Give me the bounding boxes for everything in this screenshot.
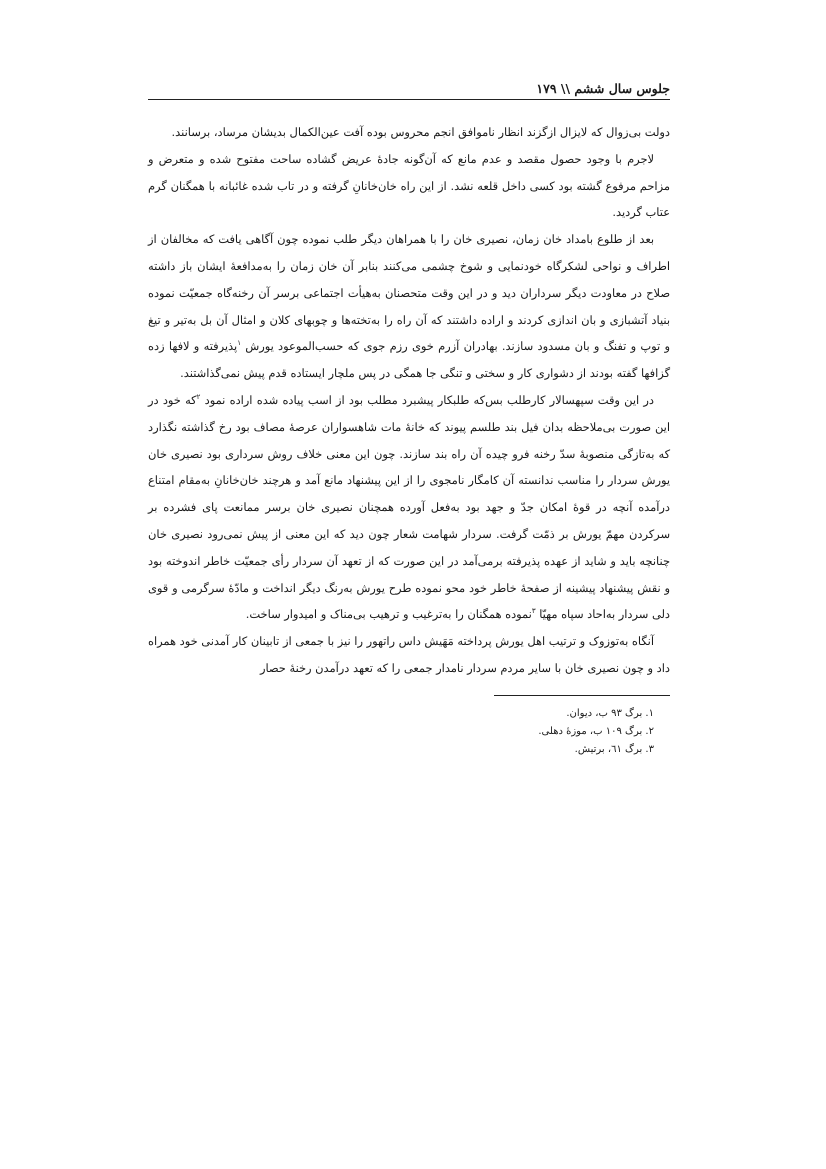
main-text <box>148 119 670 682</box>
paragraph-4-text-c: نموده همگنان را به‌ترغیب و ترهیب بی‌مناک و امیدوار ساخت. <box>245 607 532 622</box>
footnote-ref-3: ۳ <box>531 607 536 616</box>
paragraph-4-text-b: که خود در این صورت بی‌ملاحظه بدان فیل بند طلسم پیوند که خانهٔ مات شاهسواران عرصهٔ مصاف بود رخ گذاشته نگذارد که به‌تازگی منصوبهٔ سدّ رخنه فرو چیده آن راه بند سازند. چون این معنی خلاف روش سرداری بود نصیری خان یورش سردار را مناسب ندانسته آن کامگار نامجوی را از این پیشنهاد مانع آمد و هرچند خان‌خانانِ به‌مقام امتناع درآمده آنچه در قوهٔ امکان جدّ و جهد بود به‌فعل آورده همچنان نصیری خان برسر ممانعت پای فشرده بر سرکردن مهمّ یورش بر ذمّت گرفت. سردار شهامت شعار چون دید که این معنی از پیش نمی‌رود نصیری خان چنانچه باید و شاید از عهده پذیرفته برمی‌آمد در این صورت که از تعهد آن سردار رأی جمعیّت خاطر اندوخته بود و نقش پیشنهاد پیشینه از صفحهٔ خاطر خود محو نموده طرح یورش به‌رنگ دیگر انداخت و مادّهٔ سرگرمی و قوی دلی سردار به‌احاد سپاه مهیّا <box>148 392 670 622</box>
paragraph-4 <box>148 387 670 628</box>
footnote-3: ۳. برگ ٦١، برتیش. <box>574 743 654 755</box>
paragraph-3 <box>148 226 670 387</box>
footnote-separator-wrap <box>148 682 670 696</box>
footnote-ref-2: ۲ <box>196 393 201 402</box>
paragraph-1: دولت بی‌زوال که لایزال ازگزند انظار ناموافق انجم محروس بوده آفت عین‌الکمال بدیشان مرساد، برسانند. <box>171 125 670 139</box>
footnote-1: ۱. برگ ۹۳ ب، دیوان. <box>566 707 654 719</box>
footnote-separator <box>494 695 670 696</box>
page-header <box>148 72 670 100</box>
book-page <box>148 72 670 759</box>
footnote-2: ۲. برگ ۱۰۹ ب، موزهٔ دهلی. <box>538 725 654 737</box>
footnote-ref-1: ۱ <box>237 339 241 348</box>
paragraph-2: لاجرم با وجود حصول مقصد و عدم مانع که آن‌گونه جادهٔ عریض گشاده ساحت مفتوح شده و متعرض و مزاحم مرفوع گشته بود کسی داخل قلعه نشد. از این راه خان‌خانانِ گرفته و در تاب شده غائبانه با همگنان گرم عتاب گردید. <box>148 151 670 220</box>
paragraph-3-text-b: پذیرفته و لافها زده گزافها گفته بودند از دشواری کار و سختی و تنگی جا همگی در پس ملچار ایستاده قدم پیش نمی‌گذاشتند. <box>148 339 670 381</box>
footnotes <box>148 705 670 759</box>
paragraph-4-text-a: در این وقت سپهسالار کارطلب بس‌که طلبکار پیشبرد مطلب بود از اسب پیاده شده اراده نمود <box>204 392 655 407</box>
running-title: جلوس سال ششم \\ ۱۷۹ <box>536 81 670 96</box>
paragraph-5: آنگاه به‌توزوک و ترتیب اهل یورش پرداخته مَهَیش داس راتهور را نیز با جمعی از تابینان کار آمدنی خود همراه داد و چون نصیری خان با سایر مردم سردار نامدار جمعی را که تعهد درآمدن رخنهٔ حصار <box>148 634 670 675</box>
paragraph-3-text-a: بعد از طلوع بامداد خان زمان، نصیری خان را با همراهان دیگر طلب نموده چون آگاهی یافت که مخالفان از اطراف و نواحی لشکرگاه خودنمایی و شوخ چشمی می‌کنند بنابر آن خان زمان را به‌مدافعهٔ ایشان باز داشته صلاح در معاودت دیگر سرداران دید و در این وقت متحصنان به‌هیأت اجتماعی برسر آن رخنه‌گاه جمعیّت نموده بنیاد آتشبازی و بان اندازی کردند و اراده داشتند که آن راه را به‌تخته‌ها و چوبهای کلان و امثال آن بل به‌تیر و تیغ و توپ و تفنگ و بان مسدود سازند. بهادران آزرم خوی رزم جوی که حسب‌الموعود یورش <box>148 232 670 354</box>
